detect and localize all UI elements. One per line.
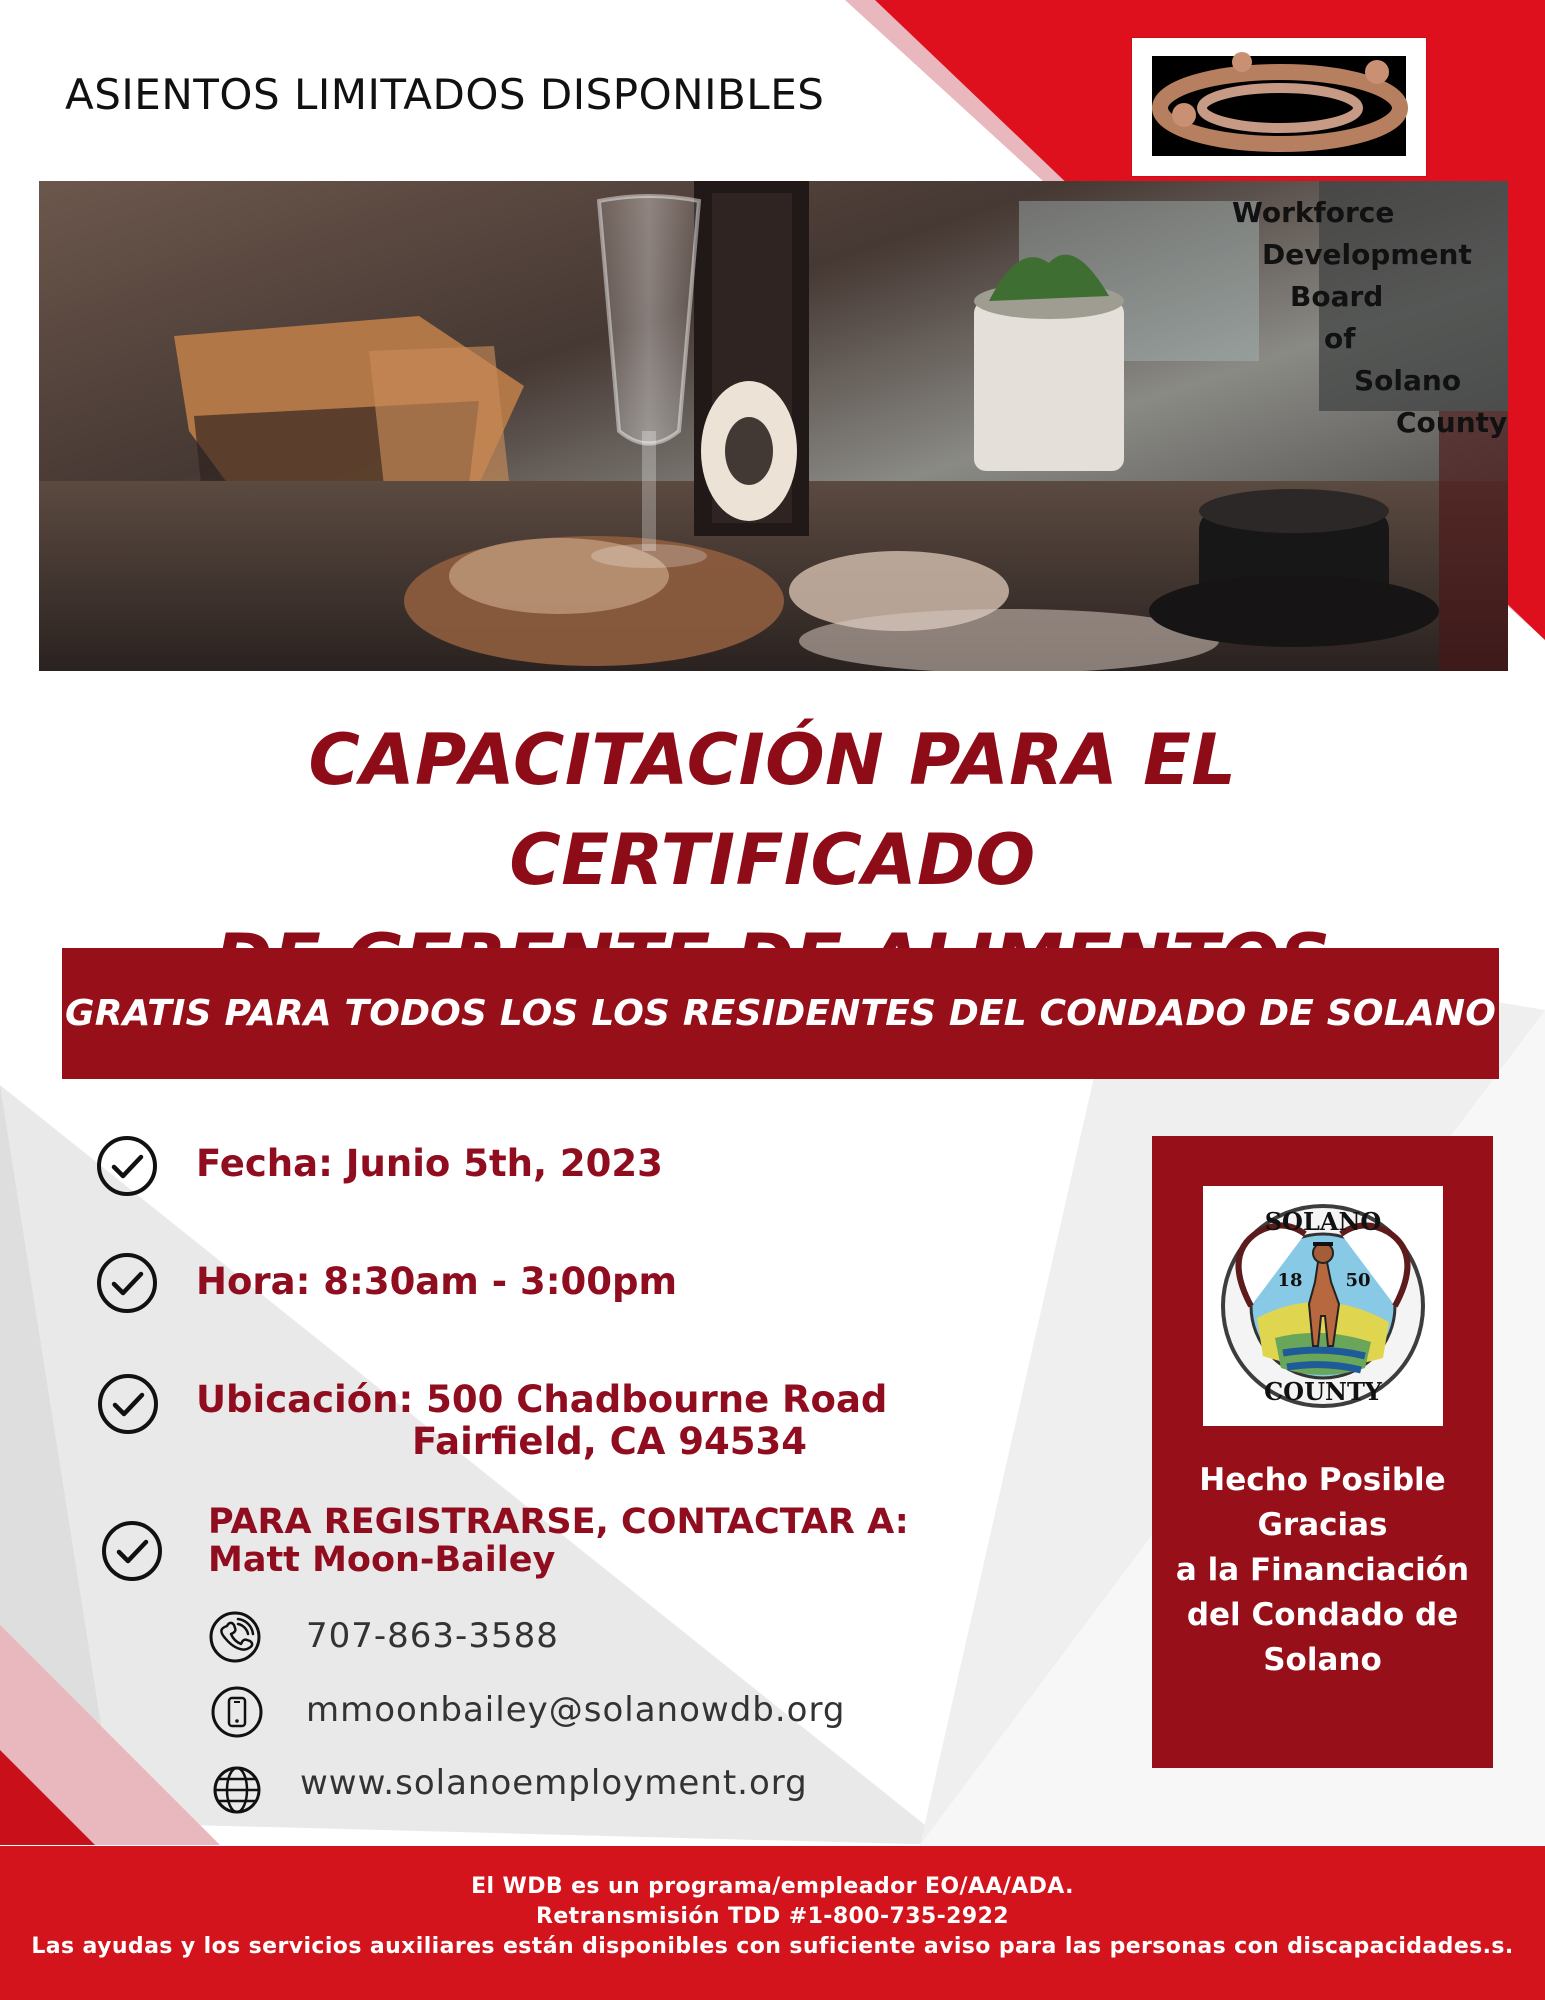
wdb-logo — [1132, 38, 1426, 176]
event-date: Fecha: Junio 5th, 2023 — [196, 1142, 663, 1185]
org-name-line-3: Board — [1290, 280, 1384, 313]
org-name-line-5: Solano — [1354, 364, 1462, 397]
footer-line-3: Las ayudas y los servicios auxiliares están disponibles con suficiente aviso para las personas con discapacidades.s. — [31, 1934, 1514, 1959]
seal-bottom-text: COUNTY — [1264, 1377, 1382, 1406]
check-circle-icon — [97, 1373, 159, 1435]
funding-line-1: Hecho Posible — [1199, 1462, 1446, 1498]
footer-line-1: El WDB es un programa/empleador EO/AA/ADA. — [471, 1874, 1074, 1899]
check-circle-icon — [101, 1520, 163, 1582]
seal-year-right: 50 — [1345, 1270, 1371, 1291]
footer-line-2: Retransmisión TDD #1-800-735-2922 — [536, 1904, 1009, 1929]
event-time: Hora: 8:30am - 3:00pm — [196, 1260, 678, 1303]
seal-year-left: 18 — [1277, 1270, 1303, 1291]
funding-acknowledgement — [1160, 1458, 1485, 1683]
event-location-line-2: Fairfield, CA 94534 — [412, 1420, 808, 1463]
funding-line-5: Solano — [1263, 1642, 1382, 1678]
solano-county-seal — [1203, 1186, 1443, 1426]
contact-phone: 707-863-3588 — [306, 1616, 559, 1656]
contact-website: www.solanoemployment.org — [300, 1763, 808, 1803]
page-title-line-1: CAPACITACIÓN PARA EL CERTIFICADO — [308, 719, 1237, 901]
limited-seating-note: ASIENTOS LIMITADOS DISPONIBLES — [65, 70, 825, 119]
org-name-line-1: Workforce — [1232, 196, 1395, 229]
globe-icon — [210, 1763, 264, 1817]
org-name-line-4: of — [1324, 322, 1356, 355]
seal-top-text: SOLANO — [1264, 1207, 1382, 1236]
contact-email: mmoonbailey@solanowdb.org — [306, 1690, 846, 1730]
registration-contact-name: Matt Moon-Bailey — [208, 1540, 556, 1580]
phone-icon — [208, 1610, 262, 1664]
free-for-residents-banner: GRATIS PARA TODOS LOS LOS RESIDENTES DEL CONDADO DE SOLANO — [62, 948, 1499, 1079]
check-circle-icon — [96, 1252, 158, 1314]
org-name-line-2: Development — [1262, 238, 1472, 271]
org-name-line-6: County — [1396, 406, 1508, 439]
footer — [0, 1846, 1545, 2000]
funding-line-2: Gracias — [1257, 1507, 1388, 1543]
funding-line-3: a la Financiación — [1175, 1552, 1470, 1588]
check-circle-icon — [96, 1135, 158, 1197]
funding-line-4: del Condado de — [1186, 1597, 1459, 1633]
mobile-email-icon — [210, 1685, 264, 1739]
event-location-line-1: Ubicación: 500 Chadbourne Road — [196, 1378, 888, 1421]
registration-heading: PARA REGISTRARSE, CONTACTAR A: — [208, 1502, 909, 1542]
